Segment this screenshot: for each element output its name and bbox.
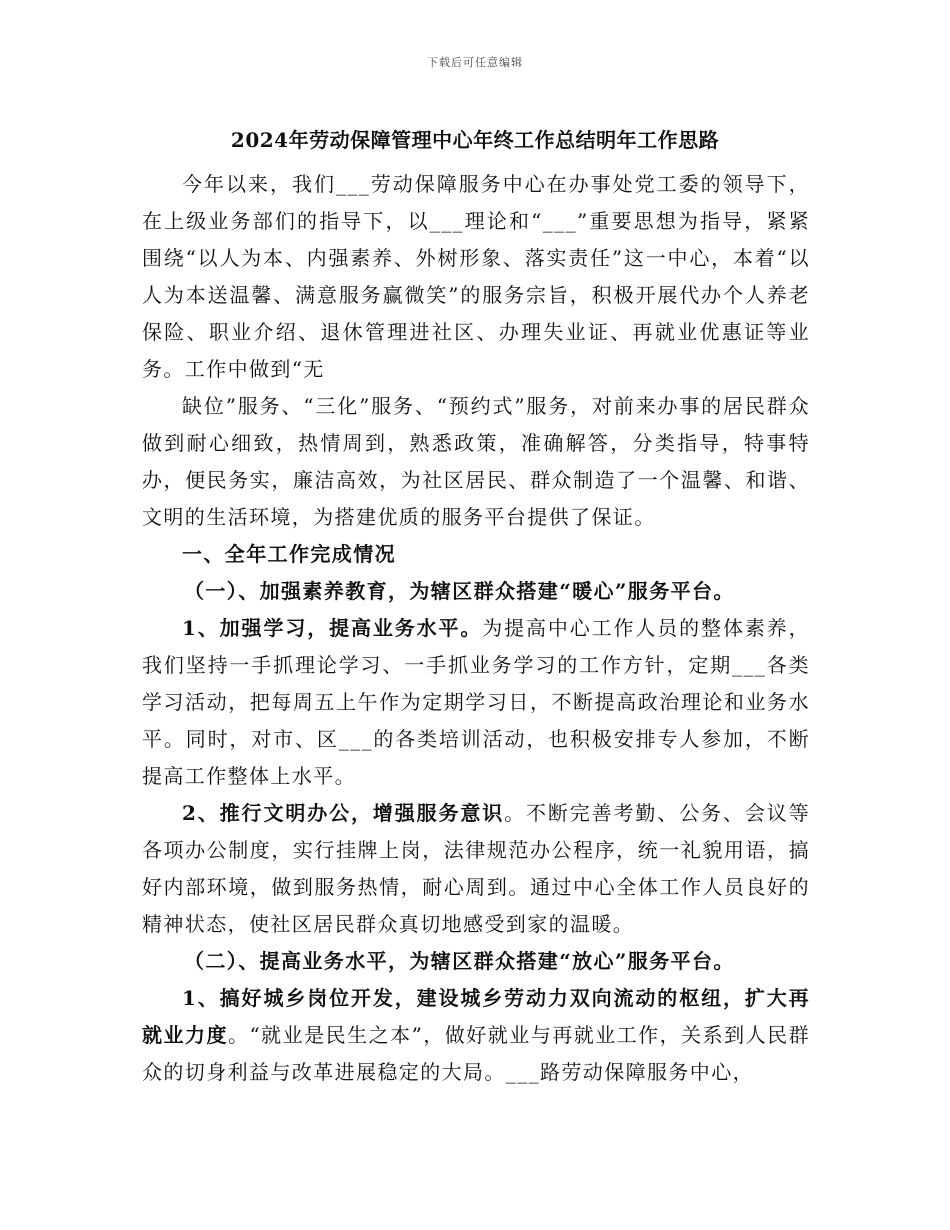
paragraph-employment [142,980,810,1091]
page-header-note: 下载后可任意编辑 [427,56,523,69]
subsection-heading-2: （二）、提高业务水平，为辖区群众搭建“放心”服务平台。 [184,949,735,973]
paragraph-office-text: 。不断完善考勤、公务、会议等各项办公制度，实行挂牌上岗，法律规范办公程序，统一礼貌用语，搞好内部环境，做到服务热情，耐心周到。通过中心全体工作人员良好的精神状态，使社区居民群众真切地感受到家的温暖。 [142,801,810,936]
paragraph-office-lead: 2、推行文明办公，增强服务意识 [182,801,505,825]
paragraph-study [142,610,810,795]
paragraph-intro-continued: 缺位”服务、“三化”服务、“预约式”服务，对前来办事的居民群众做到耐心细致，热情周到，熟悉政策，准确解答，分类指导，特事特办，便民务实，廉洁高效，为社区居民、群众制造了一个温馨、和谐、文明的生活环境，为搭建优质的服务平台提供了保证。 [142,394,810,529]
paragraph-office [142,795,810,943]
paragraph-intro: 今年以来，我们___劳动保障服务中心在办事处党工委的领导下，在上级业务部们的指导下，以___理论和“___”重要思想为指导，紧紧围绕“以人为本、内强素养、外树形象、落实责任”这一中心，本着“以人为本送温馨、满意服务赢微笑”的服务宗旨，积极开展代办个人养老保险、职业介绍、退休管理进社区、办理失业证、再就业优惠证等业务。工作中做到“无 [142,172,810,381]
subsection-heading-1: （一）、加强素养教育，为辖区群众搭建“暖心”服务平台。 [184,579,735,603]
paragraph-employment-lead: 1、搞好城乡岗位开发，建设城乡劳动力双向流动的枢纽，扩大再就业力度 [142,986,810,1047]
paragraph-employment-text: 。“就业是民生之本”，做好就业与再就业工作，关系到人民群众的切身利益与改革进展稳定的大局。___路劳动保障服务中心， [142,1023,810,1084]
document-title: 2024年劳动保障管理中心年终工作总结明年工作思路 [230,128,720,152]
document-body [142,166,810,1091]
paragraph-study-text: 为提高中心工作人员的整体素养，我们坚持一手抓理论学习、一手抓业务学习的工作方针，定期___各类学习活动，把每周五上午作为定期学习日，不断提高政治理论和业务水平。同时，对市、区___的各类培训活动，也积极安排专人参加，不断提高工作整体上水平。 [142,616,810,788]
section-heading-1: 一、全年工作完成情况 [182,542,396,566]
paragraph-study-lead: 1、加强学习，提高业务水平。 [182,616,483,640]
